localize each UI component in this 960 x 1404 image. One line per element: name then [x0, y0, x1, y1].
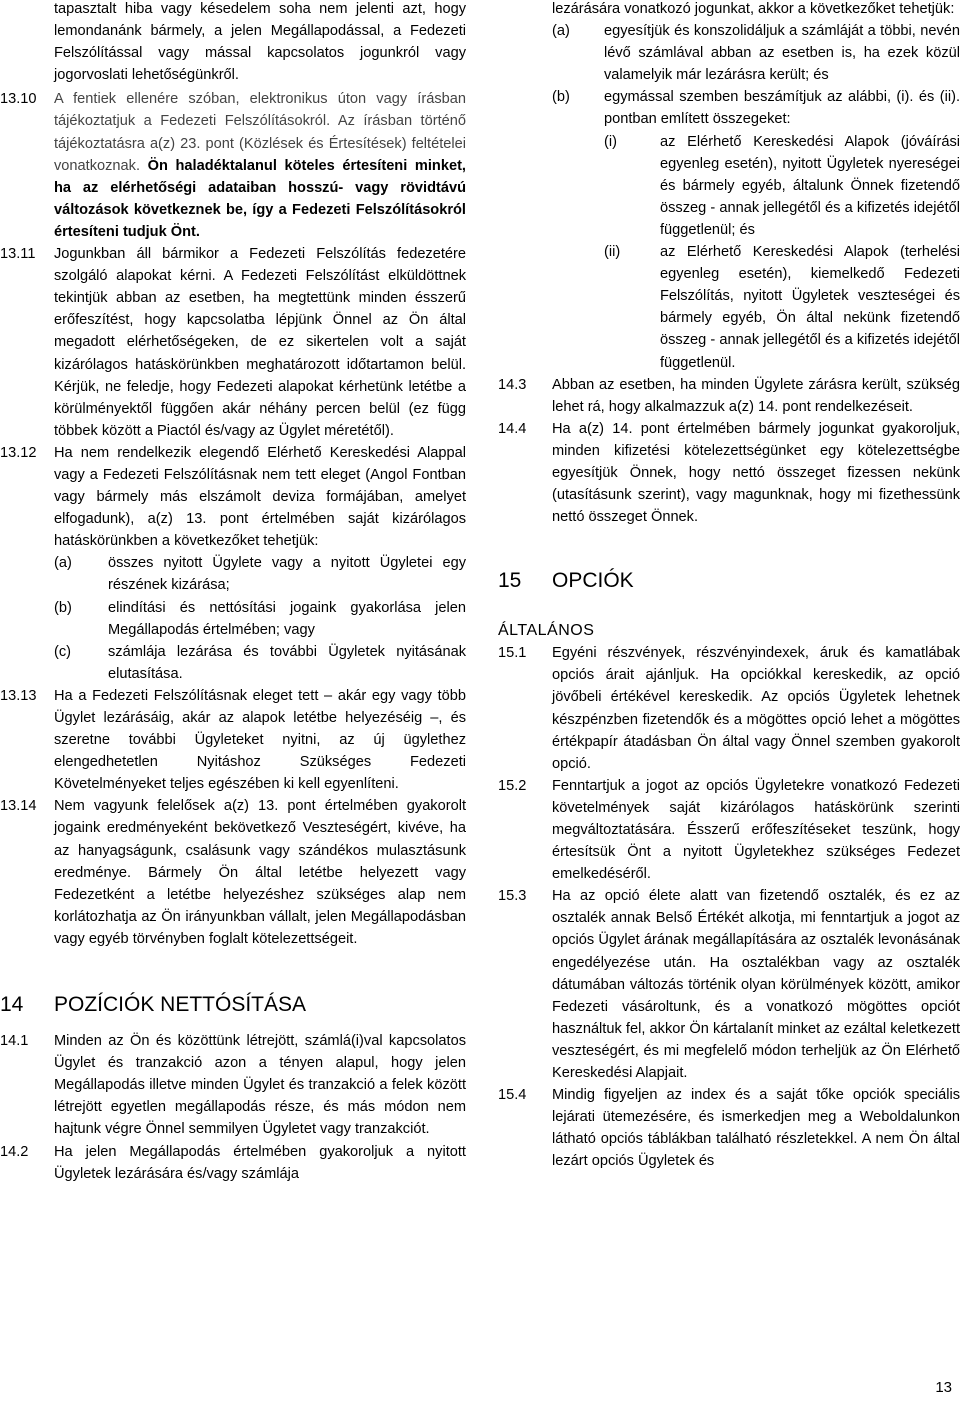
clause-15-3 — [498, 885, 960, 1084]
clause-number: 15.3 — [498, 888, 527, 905]
clause-14-4 — [498, 418, 960, 528]
list-text: egyesítjük és konszolidáljuk a számláját a többi, nevén lévő számlával abban az esetben is, ha ezek közül valamelyik már lezárásra került; és — [604, 23, 960, 84]
clause-number: 14.2 — [0, 1143, 29, 1160]
clause-14-1 — [0, 1030, 466, 1140]
clause-text: Ha jelen Megállapodás értelmében gyakoroljuk a nyitott Ügyletek lezárására és/vagy számlája — [54, 1143, 466, 1182]
clause-text: Ha az opció élete alatt van fizetendő osztalék, és ez az osztalék annak Belső Értékét alkotja, mi fenntartjuk a jogot az opciós Ügylet árának megállapítására az osztalék levonásának engedélyezése után. Ha osztalékban vagy az osztalék dátumában változás történik olyan körülmények között, amikor Fedezeti vásároltunk, és a vonatkozó mögöttes opciót használtuk fel, akkor Ön kártalanít minket az ezáltal keletkezett veszteségért, és mi megfelelő módon terheljük az Ön Elérhető Kereskedési Alapjait. — [552, 888, 960, 1082]
list-text: egymással szemben beszámítjuk az alábbi, (i). és (ii). pontban említett összegeket: — [604, 89, 960, 128]
list-item — [54, 641, 466, 685]
list-text: számlája lezárása és további Ügyletek nyitásának elutasítása. — [108, 643, 466, 682]
list-label: (a) — [552, 23, 570, 40]
netting-sublist — [604, 131, 960, 374]
list-item — [54, 552, 466, 596]
clause-13-13 — [0, 685, 466, 795]
clause-number: 13.10 — [0, 91, 37, 108]
clause-number: 13.11 — [0, 246, 36, 263]
sublist-text: az Elérhető Kereskedési Alapok (terhelési egyenleg esetén), kiemelkedő Fedezeti Felszólítás, nyitott Ügyletek veszteségei és bármely egyéb, Ön által nekünk fizetendő összeg - annak jellegétől és a kifizetés idejétől függetlenül. — [660, 244, 960, 371]
clause-number: 14.3 — [498, 376, 527, 393]
left-column — [0, 0, 466, 1185]
clause-number: 15.4 — [498, 1087, 527, 1104]
clause-text: Mindig figyeljen az index és a saját tőke opciók speciális lejárati ütemezésére, és ismerkedjen meg a Weboldalunkon látható opciós táblákban található részletekkel. A nem Ön által lezárt opciós Ügyletek és — [552, 1087, 960, 1170]
list-text: elindítási és nettósítási jogaink gyakorlása jelen Megállapodás értelmében; vagy — [108, 599, 466, 638]
clause-13-12-list — [54, 552, 466, 685]
clause-number: 14.1 — [0, 1033, 29, 1050]
clause-number: 13.13 — [0, 687, 37, 704]
right-column — [498, 0, 960, 1173]
sublist-label: (i) — [604, 133, 617, 150]
list-label: (a) — [54, 555, 72, 572]
clause-text: Minden az Ön és közöttünk létrejött, számlá(i)val kapcsolatos Ügylet és tranzakció azon a tényen alapul, hogy jelen Megállapodás illetve minden Ügylet és tranzakció a felek között létrejött egyetlen megállapodás része, és más módon nem hajtunk végre Önnel semmilyen Ügyletet vagy tranzakciót. — [54, 1033, 466, 1138]
clause-text: Ha a Fedezeti Felszólításnak eleget tett – akár egy vagy több Ügylet lezárásáig, akár az alapok letétbe helyezéséig –, és szeretne további Ügyleteket nyitni, az új ügylethez elengedhetetlen Nyitáshoz Szükséges Fedezeti Követelményeket teljes egészében ki kell egyenlíteni. — [54, 687, 466, 793]
list-item — [54, 597, 466, 641]
subsection-heading: ÁLTALÁNOS — [498, 622, 595, 640]
list-label: (b) — [552, 89, 570, 106]
clause-number: 15.1 — [498, 645, 527, 662]
clause-text: Nem vagyunk felelősek a(z) 13. pont értelmében gyakorolt jogaink eredményeként bekövetkező Veszteségért, kivéve, ha az hanyagságunk, csalásunk vagy szándékos mulasztásunk eredménye. Bármely Ön által letétbe helyezett vagy Fedezetként a letétbe helyezéshez szükséges alap nem korlátozhatja az Ön irányunkban vállalt, jelen Megállapodásban vagy egyéb törvényben foglalt kötelezettségeit. — [54, 798, 466, 947]
clause-14-2 — [0, 1141, 466, 1185]
sublist-text: az Elérhető Kereskedési Alapok (jóváírási egyenleg esetén), nyitott Ügyletek nyereségei és bármely egyéb, általunk Önnek fizetendő összeg - annak jellegétől és a kifizetés idejétől függetlenül; és — [660, 133, 960, 238]
clause-13-10 — [0, 88, 466, 243]
continued-paragraph: lezárására vonatkozó jogunkat, akkor a következőket tehetjük: — [552, 1, 955, 17]
clause-13-14 — [0, 795, 466, 950]
clause-text: Abban az esetben, ha minden Ügylete zárásra került, szükség lehet rá, hogy alkalmazzuk a(z) 14. pont rendelkezéseit. — [552, 376, 960, 415]
section-title: POZÍCIÓK NETTÓSÍTÁSA — [54, 993, 307, 1017]
clause-15-4 — [498, 1084, 960, 1172]
clause-text: Jogunkban áll bármikor a Fedezeti Felszólítás fedezetére szolgáló alapokat kérni. A Fedezeti Felszólítást elküldöttnek tekintjük abban az esetben, ha megtettünk minden ésszerű erőfeszítést, hogy kapcsolatba lépjünk Önnel az Ön által megadott elérhetőségeken, de ez sikertelen volt a saját kizárólagos hatáskörünkben meghatározott időtartamon belül. Kérjük, ne feledje, hogy Fedezeti alapokat kérhetünk letétbe a körülményektől függően akár néhány percen belül (ez függ többek között a Piactól és/vagy az Ügylet méretétől). — [54, 246, 466, 439]
section-heading-14 — [0, 990, 466, 1020]
list-label: (b) — [54, 599, 72, 616]
clause-text: Fenntartjuk a jogot az opciós Ügyletekre vonatkozó Fedezeti követelmények saját kizárólagos hatáskörünk szerinti megváltoztatására. Ésszerű erőfeszítéseket teszünk, hogy értesítsük Önt a nyitott Ügyletekhez szükséges Fedezet emelkedéséről. — [552, 777, 960, 883]
page-number: 13 — [935, 1379, 952, 1396]
clause-14-3 — [498, 374, 960, 418]
section-title: OPCIÓK — [552, 569, 634, 593]
sublist-item — [604, 241, 960, 374]
clause-text: Ha a(z) 14. pont értelmében bármely jogunkat gyakoroljuk, minden kifizetési kötelezettségünket egy kötelezettségbe egyesítjük Önnek, hogy nettó összeget fizessen nekünk (utasításunk szerint), vagy magunknak, hogy mi fizethessünk nettó összeget Önnek. — [552, 420, 960, 526]
clause-13-11 — [0, 243, 466, 442]
clause-text: Ha nem rendelkezik elegendő Elérhető Kereskedési Alappal vagy a Fedezeti Felszólításnak nem tett eleget (Angol Fontban vagy bármely más elszámolt deviza formájában, amelyet elfogadunk), a(z) 13. pont értelmében saját kizárólagos hatáskörünkben a következőket tehetjük: — [54, 444, 466, 550]
clause-number: 15.2 — [498, 777, 527, 794]
sublist-label: (ii) — [604, 244, 621, 261]
clause-number: 13.12 — [0, 444, 37, 461]
clause-13-12 — [0, 442, 466, 552]
intro-paragraph: tapasztalt hiba vagy késedelem sohа nem jelenti azt, hogy lemondanánk bármely, a jelen Megállapodással, a Fedezeti Felszólítással vagy mással kapcsolatos jogunkról vagy jogorvoslati lehetőségünkről. — [54, 1, 466, 84]
clause-text-bold: Ön haladéktalanul köteles értesíteni minket, ha az elérhetőségi adataiban hosszú- vagy rövidtávú változások következnek be, így a Fedezeti Felszólításokról értesíteni tudjuk Önt. — [54, 157, 466, 240]
section-number: 14 — [0, 993, 24, 1017]
clause-text: Egyéni részvények, részvényindexek, áruk és kamatlábak opciós árait ajánljuk. Ha opciókkal kereskedik, az opció jövőbeli értékével kereskedik. Az opciós Ügyletek lehetnek készpénzben fizetendők és a mögöttes opció lehet a mögöttes értékpapír átadásban Ön által vagy Önnel szemben gyakorolt opció. — [552, 645, 960, 772]
section-number: 15 — [498, 569, 522, 593]
netting-list — [552, 20, 960, 374]
list-label: (c) — [54, 643, 72, 660]
clause-number: 13.14 — [0, 798, 37, 815]
list-item — [552, 86, 960, 130]
clause-15-2 — [498, 775, 960, 885]
clause-number: 14.4 — [498, 420, 527, 437]
clause-text: A fentiek ellenére szóban, elektronikus úton vagy írásban tájékoztatjuk a Fedezeti Felszólításokról. Az írásban történő tájékoztatásra a(z) 23. pont (Közlések és Értesítések) feltételei vonatkoznak. — [54, 91, 466, 174]
list-text: összes nyitott Ügylete vagy a nyitott Ügyletei egy részének kizárása; — [108, 555, 466, 594]
clause-15-1 — [498, 642, 960, 775]
section-heading-15 — [498, 566, 960, 596]
sublist-item — [604, 131, 960, 241]
list-item — [552, 20, 960, 86]
